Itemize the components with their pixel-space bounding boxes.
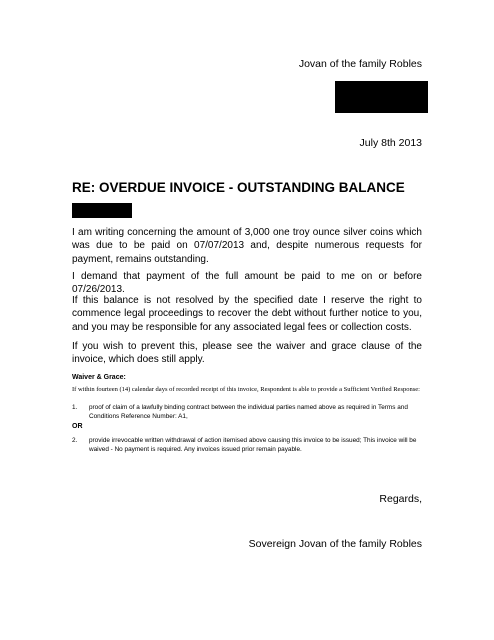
body-paragraph-waiver-ref: If you wish to prevent this, please see the waiver and grace clause of the invoice, which does still apply. [72, 341, 422, 366]
waiver-intro: If within fourteen (14) calendar days of recorded receipt of this invoice, Respondent is able to provide a Sufficient Verified Response: [72, 386, 420, 393]
body-paragraph-legal: If this balance is not resolved by the specified date I reserve the right to commence legal proceedings to recover the debt without further notice to you, and you may be responsible for any associated legal fees or collection costs. [72, 295, 422, 333]
body-paragraph-amount: I am writing concerning the amount of 3,000 one troy ounce silver coins which was due to be paid on 07/07/2013 and, despite numerous requests for payment, remains outstanding. [72, 227, 422, 265]
signature-line: Sovereign Jovan of the family Robles [248, 538, 422, 550]
redaction-box-address [335, 81, 428, 113]
body-paragraph-demand: I demand that payment of the full amount be paid to me on or before 07/26/2013. [72, 271, 422, 296]
redaction-box-recipient [72, 203, 132, 218]
waiver-item-number: 1. [72, 404, 78, 411]
waiver-heading: Waiver & Grace: [72, 374, 126, 381]
letter-date: July 8th 2013 [359, 137, 422, 149]
waiver-item-text: proof of claim of a lawfully binding contract between the individual parties named above as required in Terms and Conditions Reference Number: A1, [89, 404, 408, 420]
waiver-or-label: OR [72, 423, 83, 430]
waiver-item [72, 404, 432, 421]
sender-name: Jovan of the family Robles [298, 58, 422, 70]
waiver-item [72, 437, 432, 454]
letter-subject: RE: OVERDUE INVOICE - OUTSTANDING BALANCE [72, 180, 405, 195]
closing-salutation: Regards, [379, 493, 422, 505]
waiver-item-text: provide irrevocable written withdrawal of action itemised above causing this invoice to be issued; This invoice will be waived - No payment is required. Any invoices issued prior remain payable. [89, 437, 417, 453]
waiver-item-number: 2. [72, 437, 78, 444]
